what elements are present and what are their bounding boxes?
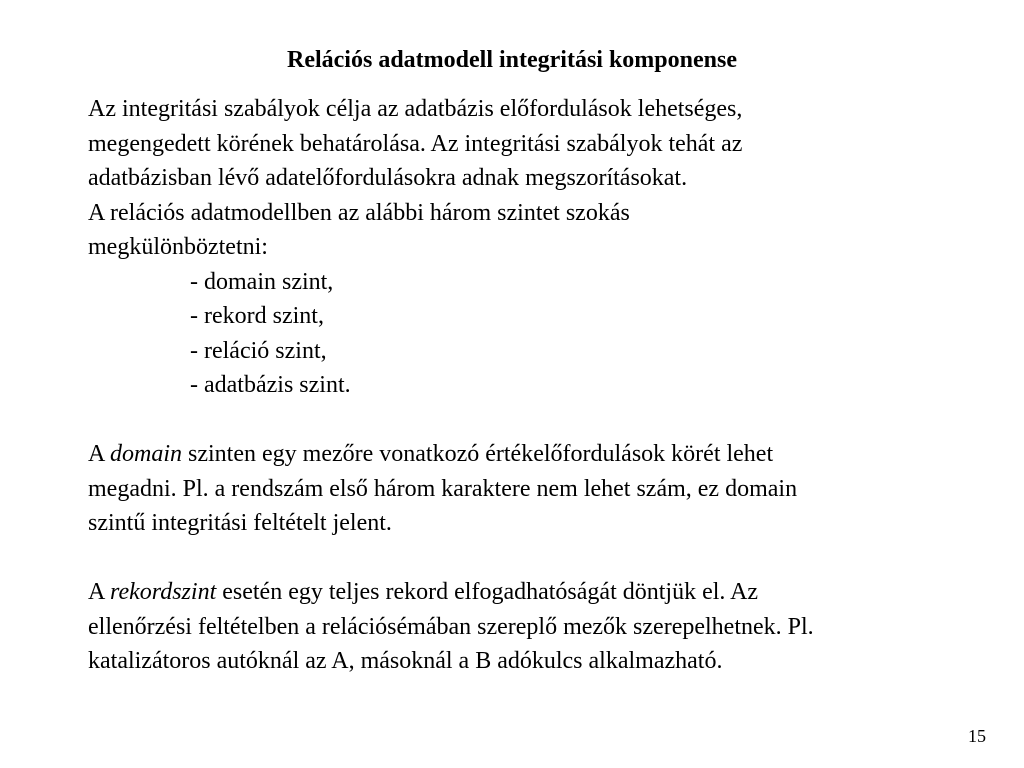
intro-line: megengedett körének behatárolása. Az integritási szabályok tehát az: [88, 130, 743, 157]
record-prefix: A: [88, 579, 111, 605]
page-number: 15: [968, 726, 986, 746]
intro-line: Az integritási szabályok célja az adatbázis előfordulások lehetséges,: [88, 96, 743, 122]
domain-term: domain: [110, 441, 183, 467]
domain-paragraph-line: szintű integritási feltételt jelent.: [88, 510, 392, 536]
record-paragraph-line: ellenőrzési feltételben a relációsémában szereplő mezők szerepelhetnek. Pl.: [88, 613, 814, 640]
level-item-relation: - reláció szint,: [190, 337, 327, 364]
record-term: rekordszint: [110, 579, 217, 605]
level-item-domain: - domain szint,: [190, 268, 334, 295]
domain-paragraph-line: [88, 437, 968, 472]
level-item-record: - rekord szint,: [190, 303, 324, 329]
spacer: [88, 541, 968, 576]
spacer: [88, 403, 968, 438]
domain-paragraph-line: megadni. Pl. a rendszám első három karaktere nem lehet szám, ez domain: [88, 475, 798, 502]
record-paragraph-line: [88, 575, 968, 610]
level-item-database: - adatbázis szint.: [190, 372, 351, 398]
slide-body: [88, 92, 968, 679]
domain-line-rest: szinten egy mezőre vonatkozó értékelőfordulások körét lehet: [182, 441, 774, 467]
domain-prefix: A: [88, 441, 111, 467]
intro-line: adatbázisban lévő adatelőfordulásokra adnak megszorításokat.: [88, 165, 688, 191]
record-paragraph-line: katalizátoros autóknál az A, másoknál a B adókulcs alkalmazható.: [88, 648, 723, 674]
intro-line: megkülönböztetni:: [88, 234, 268, 260]
record-line-rest: esetén egy teljes rekord elfogadhatóságát döntjük el. Az: [216, 579, 759, 605]
slide-title: Relációs adatmodell integritási komponense: [287, 47, 737, 73]
intro-line: A relációs adatmodellben az alábbi három szintet szokás: [88, 199, 630, 226]
